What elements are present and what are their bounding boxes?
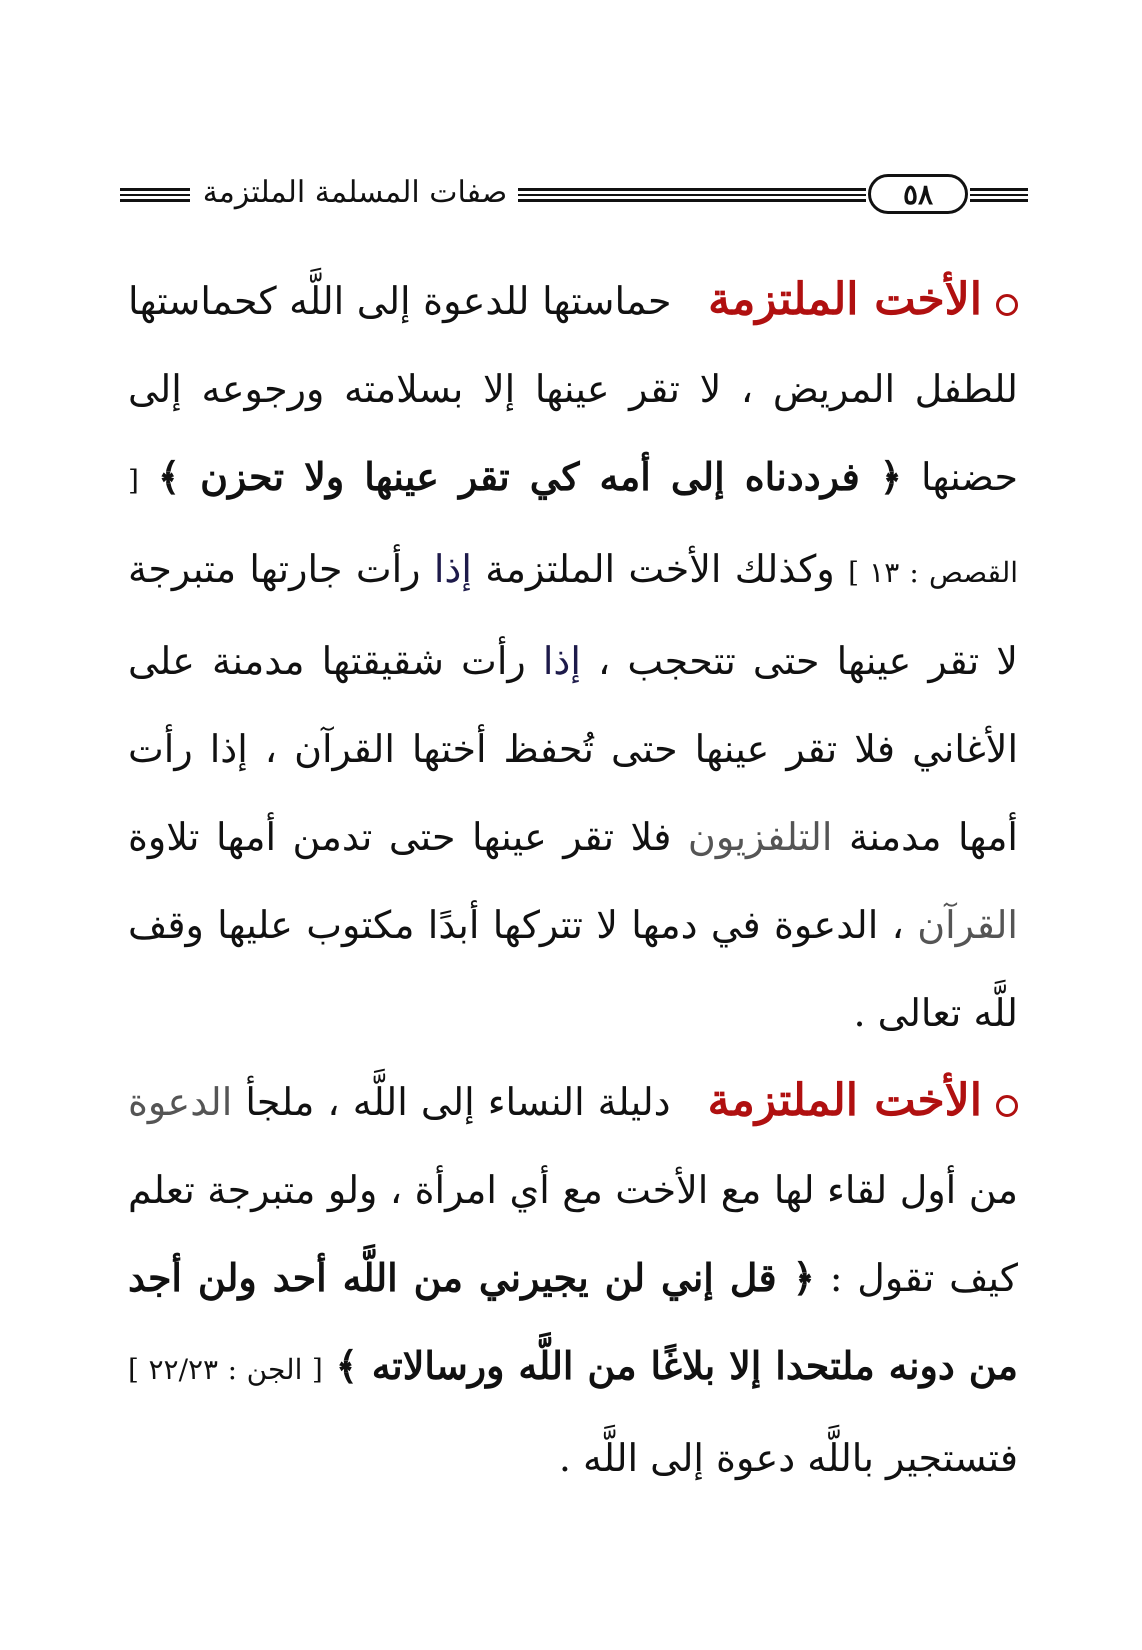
body-text: التلفزيون <box>687 815 833 859</box>
quran-quote: ﴿ قل إني لن يجيرني من اللَّه أحد ولن أجد من دونه ملتحدا إلا بلاغًا من اللَّه ورسالاته ﴾ <box>128 1255 1018 1388</box>
body-text: الدعوة <box>128 1080 233 1124</box>
body-text: وكذلك الأخت الملتزمة <box>485 547 835 591</box>
header-rule-left <box>120 188 190 202</box>
body-text: إذا <box>433 547 472 591</box>
bullet-circle-icon <box>996 294 1018 316</box>
section-heading: الأخت الملتزمة <box>707 1075 983 1126</box>
body-text: فتستجير باللَّه دعوة إلى اللَّه . <box>558 1436 1018 1480</box>
bullet-circle-icon <box>996 1095 1018 1117</box>
running-title: صفات المسلمة الملتزمة <box>202 175 508 210</box>
body-text: رأت شقيقتها مدمنة على الأغاني فلا تقر عينها حتى تُحفظ أختها القرآن ، إذا رأت أمها مدمنة <box>128 639 1018 859</box>
body-text: ، الدعوة في دمها لا تتركها أبدًا مكتوب عليها وقف للَّه تعالى . <box>128 903 1018 1035</box>
body-text: من أول لقاء لها مع الأخت مع أي امرأة ، ولو متبرجة تعلم كيف تقول : <box>128 1168 1018 1300</box>
body-text: حماستها للدعوة إلى اللَّه كحماستها للطفل المريض ، لا تقر عينها إلا بسلامته ورجوعه إلى حضنها <box>128 279 1018 499</box>
body-text: دليلة النساء إلى اللَّه ، ملجأ <box>245 1080 671 1124</box>
header-rule-right <box>970 188 1028 202</box>
header-rule-middle <box>518 188 866 202</box>
page-number: ٥٨ <box>868 174 968 214</box>
body-text: إذا <box>542 639 581 683</box>
body-text: رأت جارتها متبرجة لا تقر عينها حتى تتحجب ، <box>128 547 1018 683</box>
paragraph-2 <box>128 1057 1018 1502</box>
quran-quote: ﴿ فرددناه إلى أمه كي تقر عينها ولا تحزن ﴾ <box>157 454 903 499</box>
paragraph-1 <box>128 256 1018 1057</box>
section-heading: الأخت الملتزمة <box>708 274 982 325</box>
running-header <box>120 172 1028 224</box>
page-body <box>128 256 1018 1502</box>
verse-reference: [ الجن : ٢٢/٢٣ ] <box>128 1353 323 1386</box>
verse-reference: [ القصص : ١٣ ] <box>128 464 1019 589</box>
body-text: القرآن <box>917 903 1018 947</box>
body-text: فلا تقر عينها حتى تدمن أمها تلاوة <box>128 815 672 859</box>
